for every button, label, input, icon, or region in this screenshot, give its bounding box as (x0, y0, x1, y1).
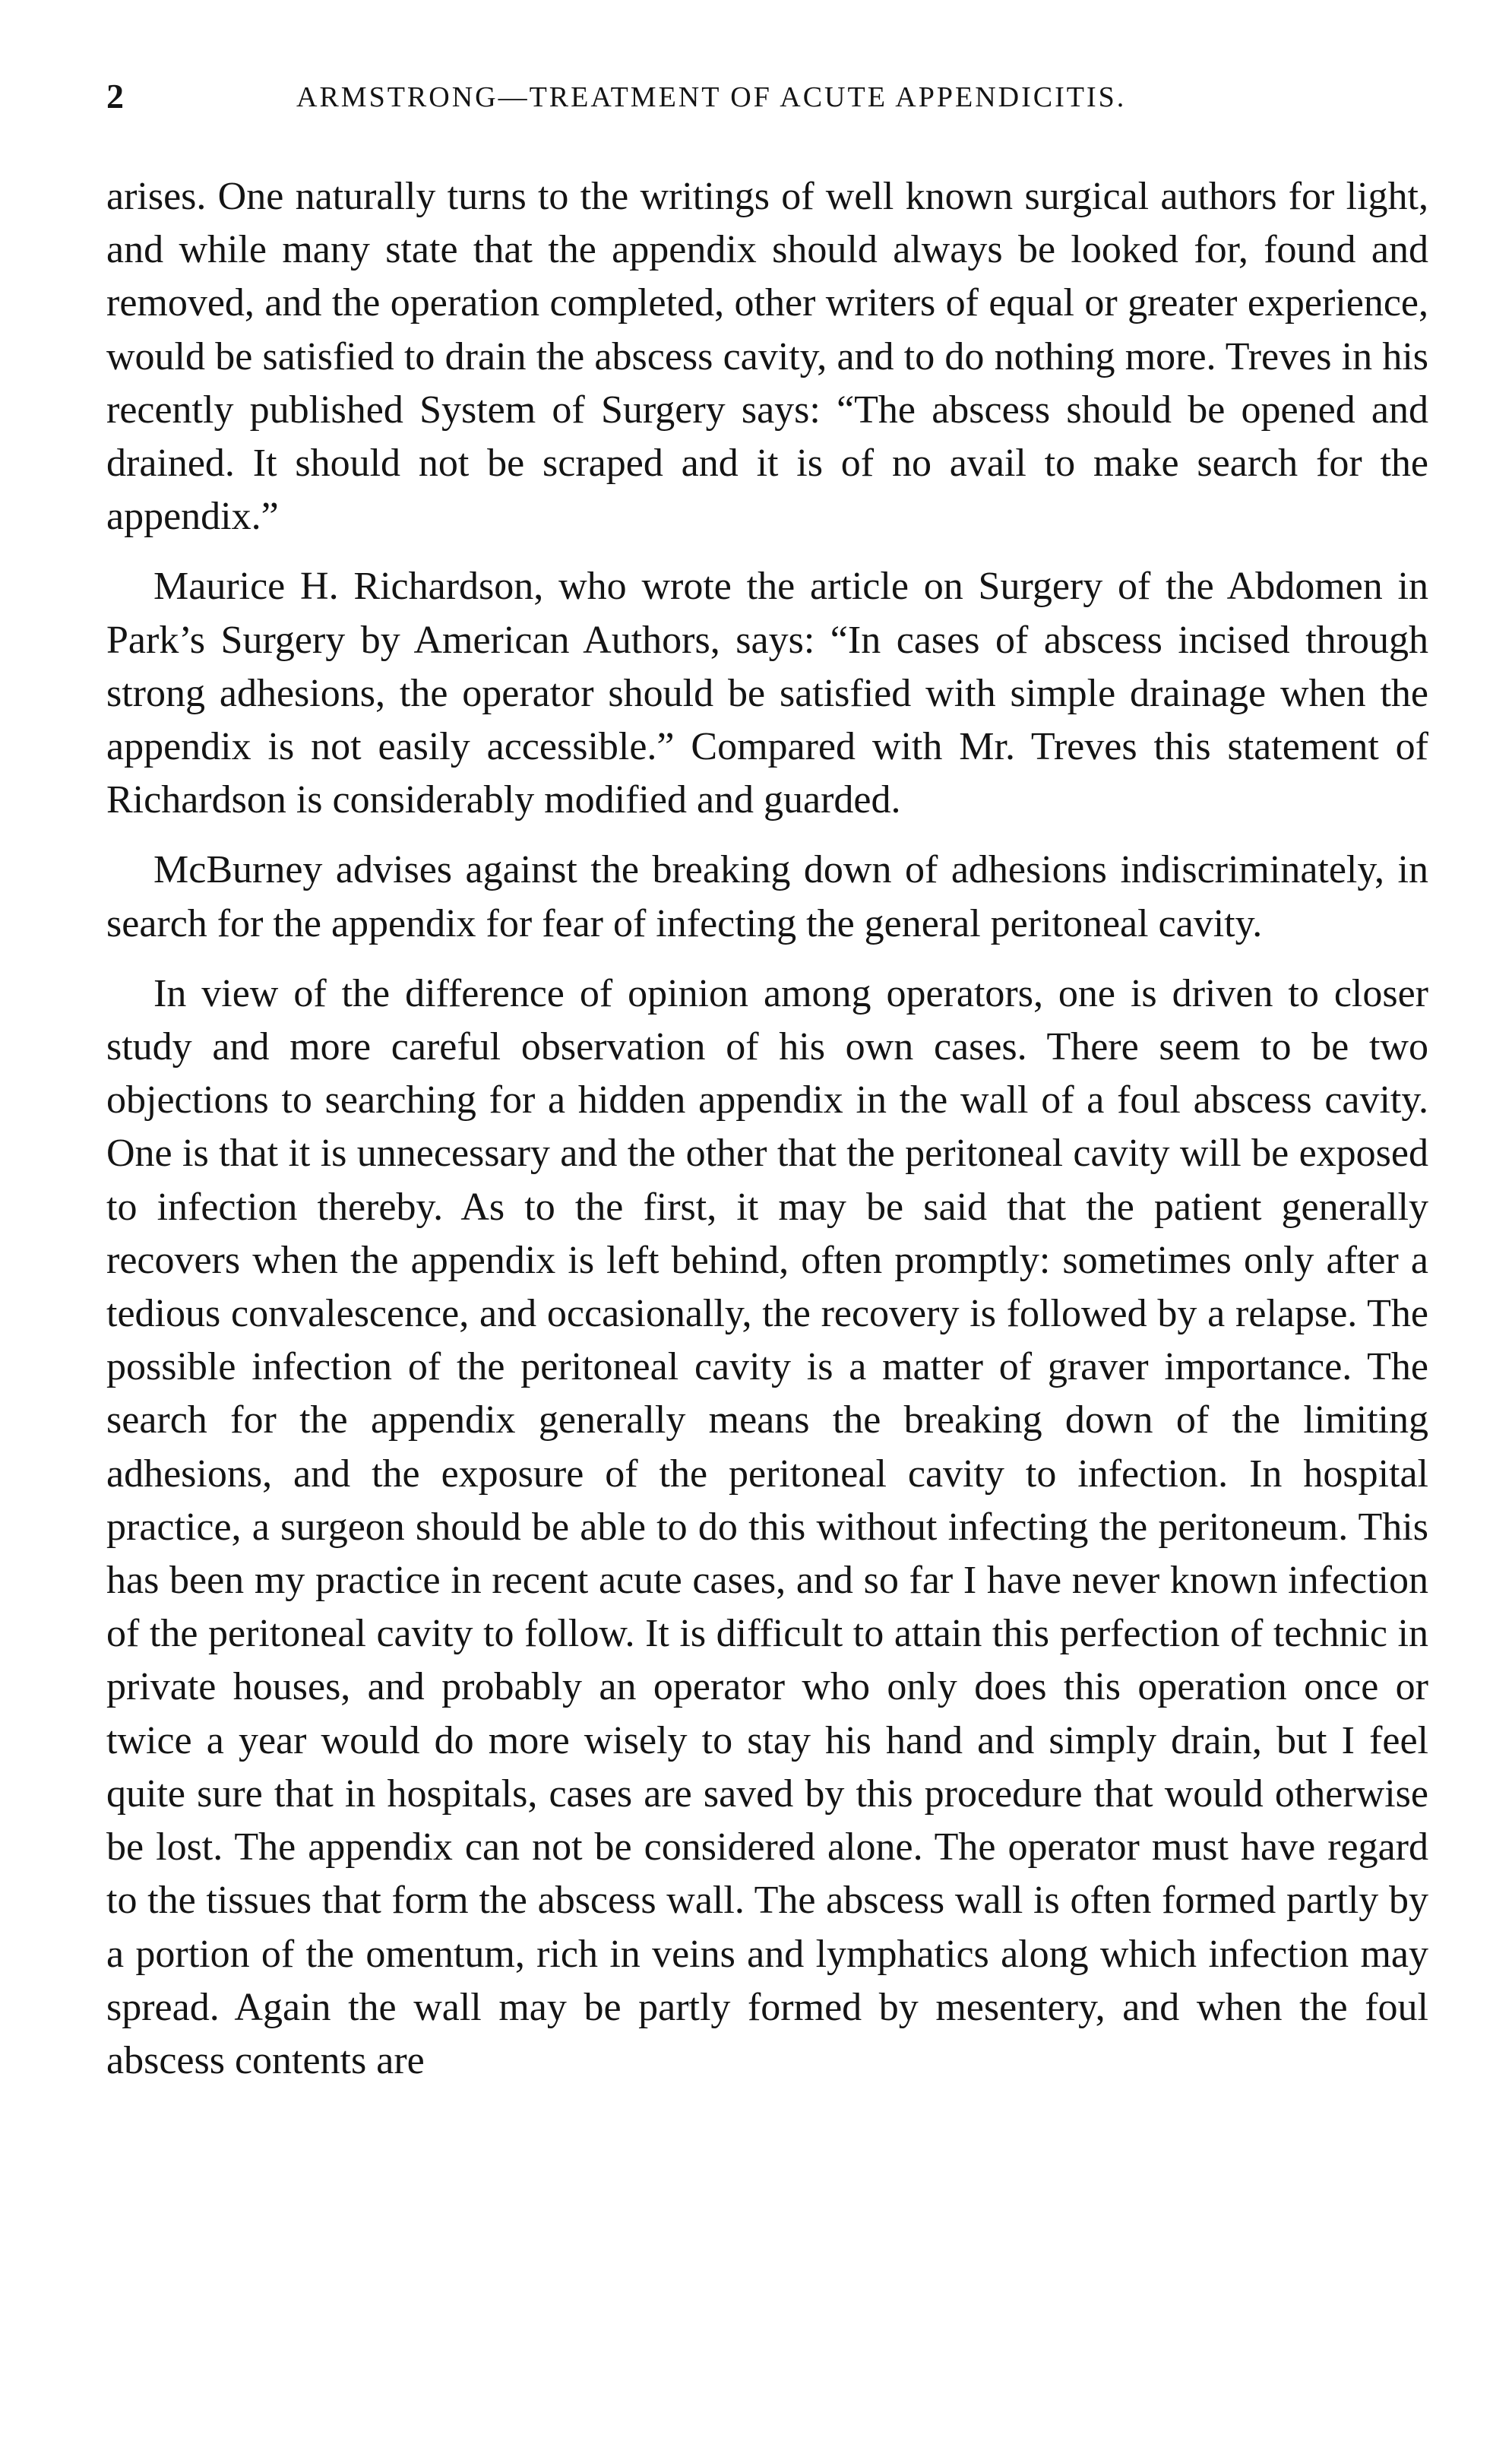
running-head (106, 76, 1428, 129)
paragraph-4: In view of the difference of opinion among operators, one is driven to closer study and more careful observation of his own cases. There seem to be two objections to searching for a hidden appendix in the wall of a foul abscess cavity. One is that it is unnecessary and the other that the peritoneal cavity will be exposed to infection thereby. As to the first, it may be said that the patient generally recovers when the appendix is left behind, often promptly: sometimes only after a tedious convalescence, and occasionally, the recovery is followed by a relapse. The possible infection of the peritoneal cavity is a matter of graver importance. The search for the appendix generally means the breaking down of the limiting adhesions, and the exposure of the peritoneal cavity to infection. In hospital practice, a surgeon should be able to do this without infecting the peritoneum. This has been my practice in recent acute cases, and so far I have never known infection of the peritoneal cavity to follow. It is difficult to attain this perfection of technic in private houses, and probably an operator who only does this operation once or twice a year would do more wisely to stay his hand and simply drain, but I feel quite sure that in hospitals, cases are saved by this procedure that would otherwise be lost. The appendix can not be considered alone. The operator must have regard to the tissues that form the abscess wall. The abscess wall is often formed partly by a portion of the omentum, rich in veins and lymphatics along which infection may spread. Again the wall may be partly formed by mesentery, and when the foul abscess contents are (106, 971, 1428, 2082)
paragraph-3: McBurney advises against the breaking down of adhesions indiscriminately, in search for the appendix for fear of infecting the general peritoneal cavity. (106, 848, 1428, 945)
paragraph-2: Maurice H. Richardson, who wrote the article on Surgery of the Abdomen in Park’s Surgery by American Authors, says: “In cases of abscess incised through strong adhesions, the operator should be satisfied with simple drainage when the appendix is not easily accessible.” Compared with Mr. Treves this statement of Richardson is considerably modified and guarded. (106, 565, 1428, 822)
page-number: 2 (106, 77, 125, 116)
running-head-title: ARMSTRONG—TREATMENT OF ACUTE APPENDICITIS. (296, 81, 1127, 113)
document-page (106, 76, 1428, 2104)
body-text (106, 170, 1428, 2088)
paragraph-1: arises. One naturally turns to the writings of well known surgical authors for light, and while many state that the appendix should always be looked for, found and removed, and the operation completed, other writers of equal or greater experience, would be satisfied to drain the abscess cavity, and to do nothing more. Treves in his recently published System of Surgery says: “The abscess should be opened and drained. It should not be scraped and it is of no avail to make search for the appendix.” (106, 175, 1428, 539)
